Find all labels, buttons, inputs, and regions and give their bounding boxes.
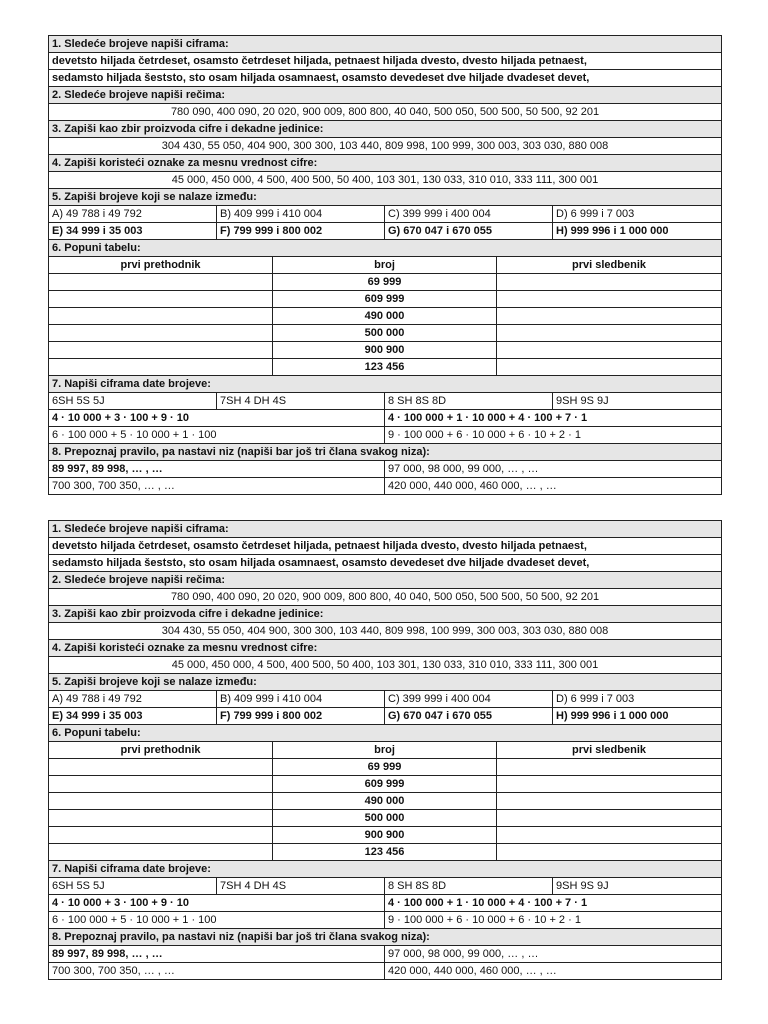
q6-number: 900 900 [273, 342, 497, 359]
q5-pair: C) 399 999 i 400 004 [385, 206, 553, 223]
q6-header: broj [273, 742, 497, 759]
q7-code: 9SH 9S 9J [553, 878, 722, 895]
q6-number: 69 999 [273, 274, 497, 291]
q7-code: 9SH 9S 9J [553, 393, 722, 410]
q7-code: 8 SH 8S 8D [385, 393, 553, 410]
q5-pair: A) 49 788 i 49 792 [49, 691, 217, 708]
q5-pair: B) 409 999 i 410 004 [217, 691, 385, 708]
answer-cell[interactable] [49, 810, 273, 827]
answer-cell[interactable] [49, 342, 273, 359]
q7-expression: 4 · 100 000 + 1 · 10 000 + 4 · 100 + 7 · 1 [385, 895, 722, 912]
q4-title: 4. Zapiši koristeći oznake za mesnu vrednost cifre: [49, 155, 722, 172]
q6-number: 123 456 [273, 844, 497, 861]
q6-number: 123 456 [273, 359, 497, 376]
answer-cell[interactable] [49, 776, 273, 793]
q1-title: 1. Sledeće brojeve napiši ciframa: [49, 521, 722, 538]
q7-code: 7SH 4 DH 4S [217, 393, 385, 410]
q5-pair: C) 399 999 i 400 004 [385, 691, 553, 708]
q8-sequence: 420 000, 440 000, 460 000, … , … [385, 963, 722, 980]
answer-cell[interactable] [497, 359, 722, 376]
q4-numbers: 45 000, 450 000, 4 500, 400 500, 50 400, 103 301, 130 033, 310 010, 333 111, 300 001 [49, 172, 722, 189]
q7-title: 7. Napiši ciframa date brojeve: [49, 376, 722, 393]
q8-sequence: 89 997, 89 998, … , … [49, 461, 385, 478]
q6-number: 69 999 [273, 759, 497, 776]
answer-cell[interactable] [497, 793, 722, 810]
q7-expression: 4 · 10 000 + 3 · 100 + 9 · 10 [49, 895, 385, 912]
q5-pair: E) 34 999 i 35 003 [49, 223, 217, 240]
q6-header: prvi sledbenik [497, 257, 722, 274]
answer-cell[interactable] [49, 844, 273, 861]
q5-pair: E) 34 999 i 35 003 [49, 708, 217, 725]
answer-cell[interactable] [497, 776, 722, 793]
q7-expression: 4 · 100 000 + 1 · 10 000 + 4 · 100 + 7 · 1 [385, 410, 722, 427]
q8-sequence: 420 000, 440 000, 460 000, … , … [385, 478, 722, 495]
answer-cell[interactable] [49, 827, 273, 844]
q7-code: 7SH 4 DH 4S [217, 878, 385, 895]
q6-header: broj [273, 257, 497, 274]
q7-code: 6SH 5S 5J [49, 878, 217, 895]
q8-title: 8. Prepoznaj pravilo, pa nastavi niz (napiši bar još tri člana svakog niza): [49, 444, 722, 461]
q5-pair: G) 670 047 i 670 055 [385, 223, 553, 240]
q8-sequence: 89 997, 89 998, … , … [49, 946, 385, 963]
worksheet-table [48, 35, 722, 495]
q6-number: 490 000 [273, 793, 497, 810]
answer-cell[interactable] [497, 308, 722, 325]
q1-line: sedamsto hiljada šeststo, sto osam hiljada osamnaest, osamsto devedeset dve hiljade dvadeset devet, [49, 70, 722, 87]
answer-cell[interactable] [49, 359, 273, 376]
answer-cell[interactable] [49, 325, 273, 342]
q6-title: 6. Popuni tabelu: [49, 240, 722, 257]
answer-cell[interactable] [497, 827, 722, 844]
q8-sequence: 97 000, 98 000, 99 000, … , … [385, 461, 722, 478]
worksheet-2 [48, 520, 721, 980]
q8-sequence: 700 300, 700 350, … , … [49, 478, 385, 495]
q3-title: 3. Zapiši kao zbir proizvoda cifre i dekadne jedinice: [49, 606, 722, 623]
q6-number: 490 000 [273, 308, 497, 325]
q6-header: prvi prethodnik [49, 742, 273, 759]
q1-title: 1. Sledeće brojeve napiši ciframa: [49, 36, 722, 53]
q2-numbers: 780 090, 400 090, 20 020, 900 009, 800 800, 40 040, 500 050, 500 500, 50 500, 92 201 [49, 589, 722, 606]
q5-pair: D) 6 999 i 7 003 [553, 206, 722, 223]
q3-numbers: 304 430, 55 050, 404 900, 300 300, 103 440, 809 998, 100 999, 300 003, 303 030, 880 008 [49, 138, 722, 155]
q5-title: 5. Zapiši brojeve koji se nalaze između: [49, 189, 722, 206]
q3-title: 3. Zapiši kao zbir proizvoda cifre i dekadne jedinice: [49, 121, 722, 138]
q6-number: 900 900 [273, 827, 497, 844]
worksheet-1 [48, 35, 721, 495]
answer-cell[interactable] [497, 291, 722, 308]
q8-title: 8. Prepoznaj pravilo, pa nastavi niz (napiši bar još tri člana svakog niza): [49, 929, 722, 946]
q7-expression: 9 · 100 000 + 6 · 10 000 + 6 · 10 + 2 · 1 [385, 427, 722, 444]
q4-numbers: 45 000, 450 000, 4 500, 400 500, 50 400, 103 301, 130 033, 310 010, 333 111, 300 001 [49, 657, 722, 674]
q6-number: 609 999 [273, 291, 497, 308]
q5-pair: F) 799 999 i 800 002 [217, 223, 385, 240]
answer-cell[interactable] [49, 759, 273, 776]
q7-title: 7. Napiši ciframa date brojeve: [49, 861, 722, 878]
answer-cell[interactable] [49, 308, 273, 325]
answer-cell[interactable] [49, 274, 273, 291]
answer-cell[interactable] [497, 325, 722, 342]
q1-line: devetsto hiljada četrdeset, osamsto četrdeset hiljada, petnaest hiljada dvesto, dvesto hiljada petnaest, [49, 53, 722, 70]
q5-pair: H) 999 996 i 1 000 000 [553, 708, 722, 725]
worksheet-table [48, 520, 722, 980]
q6-number: 500 000 [273, 810, 497, 827]
q5-pair: H) 999 996 i 1 000 000 [553, 223, 722, 240]
q8-sequence: 97 000, 98 000, 99 000, … , … [385, 946, 722, 963]
q7-expression: 6 · 100 000 + 5 · 10 000 + 1 · 100 [49, 427, 385, 444]
q6-header: prvi sledbenik [497, 742, 722, 759]
q4-title: 4. Zapiši koristeći oznake za mesnu vrednost cifre: [49, 640, 722, 657]
q8-sequence: 700 300, 700 350, … , … [49, 963, 385, 980]
q6-number: 609 999 [273, 776, 497, 793]
q7-expression: 9 · 100 000 + 6 · 10 000 + 6 · 10 + 2 · 1 [385, 912, 722, 929]
q6-header: prvi prethodnik [49, 257, 273, 274]
q7-code: 8 SH 8S 8D [385, 878, 553, 895]
q5-pair: B) 409 999 i 410 004 [217, 206, 385, 223]
answer-cell[interactable] [497, 810, 722, 827]
q2-title: 2. Sledeće brojeve napiši rečima: [49, 572, 722, 589]
q1-line: sedamsto hiljada šeststo, sto osam hiljada osamnaest, osamsto devedeset dve hiljade dvadeset devet, [49, 555, 722, 572]
q7-expression: 6 · 100 000 + 5 · 10 000 + 1 · 100 [49, 912, 385, 929]
q3-numbers: 304 430, 55 050, 404 900, 300 300, 103 440, 809 998, 100 999, 300 003, 303 030, 880 008 [49, 623, 722, 640]
q2-title: 2. Sledeće brojeve napiši rečima: [49, 87, 722, 104]
answer-cell[interactable] [49, 291, 273, 308]
q7-code: 6SH 5S 5J [49, 393, 217, 410]
q7-expression: 4 · 10 000 + 3 · 100 + 9 · 10 [49, 410, 385, 427]
q5-pair: G) 670 047 i 670 055 [385, 708, 553, 725]
answer-cell[interactable] [497, 759, 722, 776]
q5-pair: F) 799 999 i 800 002 [217, 708, 385, 725]
q2-numbers: 780 090, 400 090, 20 020, 900 009, 800 800, 40 040, 500 050, 500 500, 50 500, 92 201 [49, 104, 722, 121]
q1-line: devetsto hiljada četrdeset, osamsto četrdeset hiljada, petnaest hiljada dvesto, dvesto hiljada petnaest, [49, 538, 722, 555]
answer-cell[interactable] [497, 844, 722, 861]
q6-title: 6. Popuni tabelu: [49, 725, 722, 742]
answer-cell[interactable] [497, 274, 722, 291]
answer-cell[interactable] [49, 793, 273, 810]
q6-number: 500 000 [273, 325, 497, 342]
q5-title: 5. Zapiši brojeve koji se nalaze između: [49, 674, 722, 691]
answer-cell[interactable] [497, 342, 722, 359]
q5-pair: D) 6 999 i 7 003 [553, 691, 722, 708]
q5-pair: A) 49 788 i 49 792 [49, 206, 217, 223]
